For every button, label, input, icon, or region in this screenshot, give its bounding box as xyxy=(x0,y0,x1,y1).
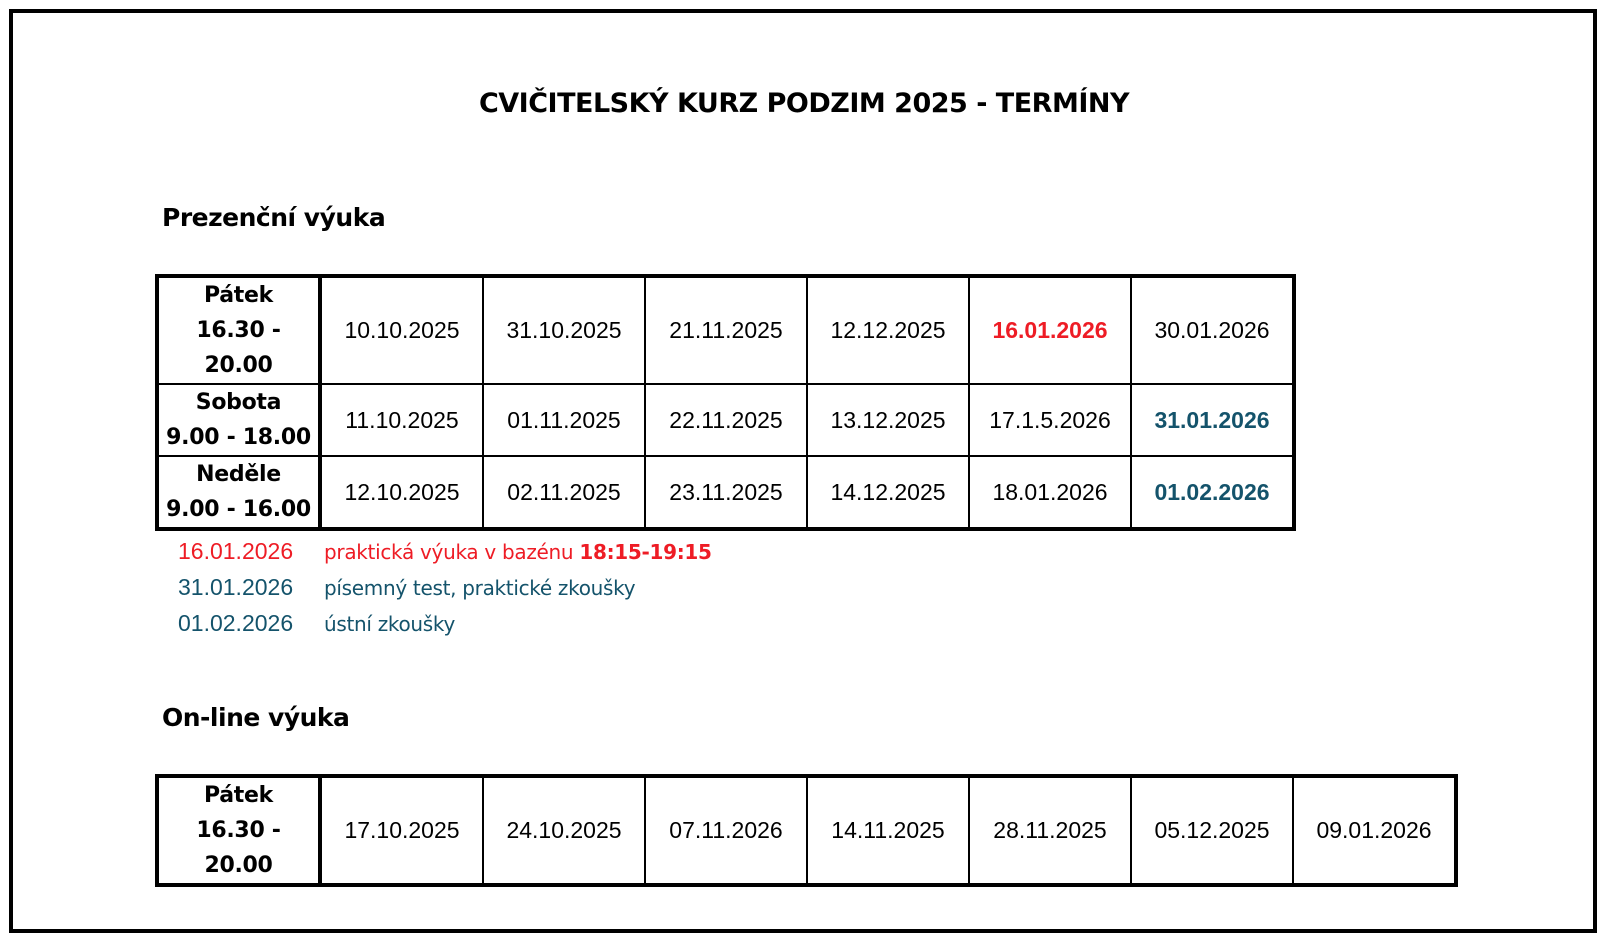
list-item xyxy=(178,610,712,646)
date-cell: 21.11.2025 xyxy=(645,276,807,384)
date-cell: 07.11.2026 xyxy=(645,776,807,885)
online-table xyxy=(155,774,1458,887)
date-cell: 17.10.2025 xyxy=(320,776,483,885)
date-cell: 09.01.2026 xyxy=(1293,776,1456,885)
date-cell-highlight-pool: 16.01.2026 xyxy=(969,276,1131,384)
date-cell: 30.01.2026 xyxy=(1131,276,1294,384)
date-cell: 10.10.2025 xyxy=(320,276,483,384)
date-cell: 28.11.2025 xyxy=(969,776,1131,885)
note-date: 01.02.2026 xyxy=(178,610,294,636)
day-time: 9.00 - 16.00 xyxy=(166,497,311,522)
date-cell: 05.12.2025 xyxy=(1131,776,1293,885)
date-cell: 13.12.2025 xyxy=(807,384,969,456)
day-time: 9.00 - 18.00 xyxy=(166,425,311,450)
note-text xyxy=(324,540,712,564)
note-text-time: 18:15-19:15 xyxy=(579,540,712,564)
day-time: 16.30 - 20.00 xyxy=(196,818,281,878)
day-name: Sobota xyxy=(195,390,282,415)
date-cell: 01.11.2025 xyxy=(483,384,645,456)
date-cell: 18.01.2026 xyxy=(969,456,1131,529)
table-row xyxy=(157,776,1456,885)
date-cell: 11.10.2025 xyxy=(320,384,483,456)
date-cell: 22.11.2025 xyxy=(645,384,807,456)
date-cell: 12.12.2025 xyxy=(807,276,969,384)
note-text: písemný test, praktické zkoušky xyxy=(324,576,636,600)
table-row xyxy=(157,384,1294,456)
date-cell: 17.1.5.2026 xyxy=(969,384,1131,456)
day-cell xyxy=(157,776,320,885)
date-cell: 31.10.2025 xyxy=(483,276,645,384)
day-name: Pátek xyxy=(204,283,273,308)
note-text: ústní zkoušky xyxy=(324,612,456,636)
table-row xyxy=(157,276,1294,384)
date-cell: 02.11.2025 xyxy=(483,456,645,529)
day-time: 16.30 - 20.00 xyxy=(196,318,281,378)
day-name: Neděle xyxy=(196,462,281,487)
table-row xyxy=(157,456,1294,529)
note-date: 31.01.2026 xyxy=(178,574,294,600)
date-cell: 24.10.2025 xyxy=(483,776,645,885)
date-cell: 23.11.2025 xyxy=(645,456,807,529)
note-date: 16.01.2026 xyxy=(178,538,294,564)
day-name: Pátek xyxy=(204,783,273,808)
online-heading: On-line výuka xyxy=(162,703,350,732)
date-cell: 14.12.2025 xyxy=(807,456,969,529)
date-cell: 14.11.2025 xyxy=(807,776,969,885)
list-item xyxy=(178,574,712,610)
notes-list xyxy=(178,538,712,646)
date-cell-highlight-exam: 31.01.2026 xyxy=(1131,384,1294,456)
date-cell-highlight-oral: 01.02.2026 xyxy=(1131,456,1294,529)
page-title: CVIČITELSKÝ KURZ PODZIM 2025 - TERMÍNY xyxy=(478,88,1130,119)
prezencni-heading: Prezenční výuka xyxy=(162,203,386,232)
day-cell xyxy=(157,276,320,384)
day-cell xyxy=(157,456,320,529)
list-item xyxy=(178,538,712,574)
prezencni-table xyxy=(155,274,1296,531)
date-cell: 12.10.2025 xyxy=(320,456,483,529)
note-text-main: praktická výuka v bazénu xyxy=(324,540,580,564)
day-cell xyxy=(157,384,320,456)
